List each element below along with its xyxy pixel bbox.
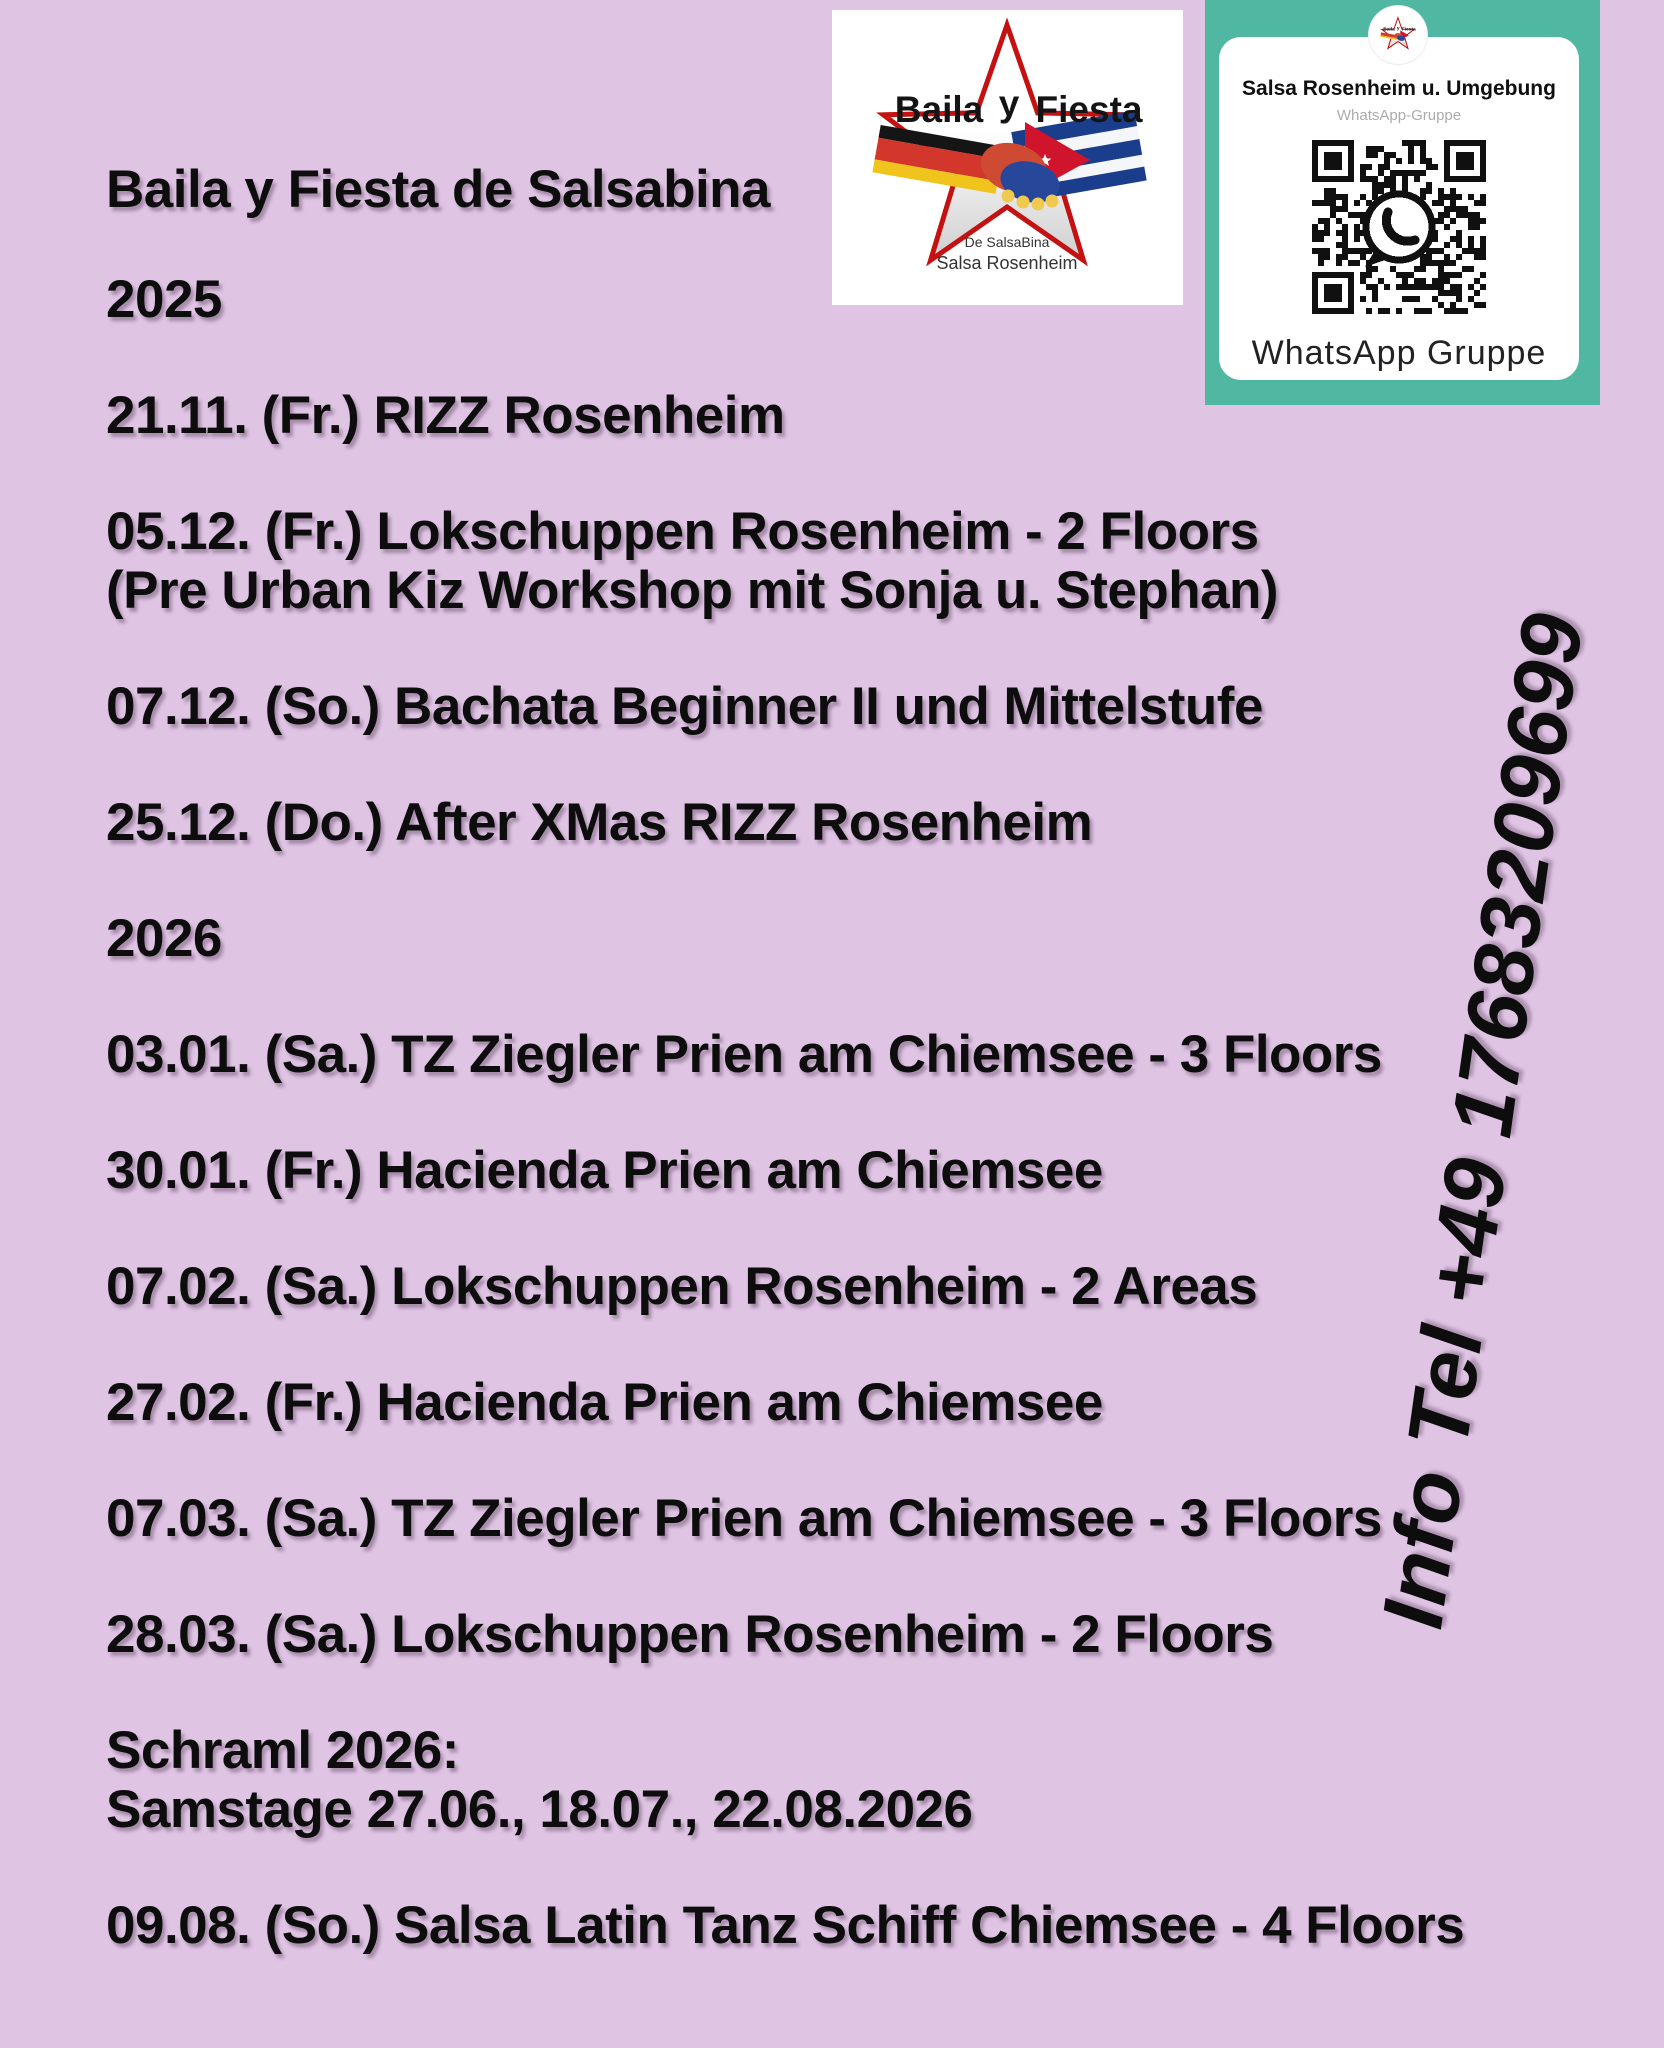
event-line: 07.03. (Sa.) TZ Ziegler Prien am Chiemsee - 3 Floors [106,1489,1382,1548]
whatsapp-qr-code [1312,140,1486,314]
logo-subline-1: De SalsaBina [964,234,1050,250]
event-entry [106,1605,1464,1664]
mini-star-logo-icon [1375,15,1421,55]
event-line: 09.08. (So.) Salsa Latin Tanz Schiff Chiemsee - 4 Floors [106,1896,1465,1955]
whatsapp-group-subtitle: WhatsApp-Gruppe [1336,107,1462,124]
event-entry [106,502,1464,620]
event-line: 03.01. (Sa.) TZ Ziegler Prien am Chiemsee - 3 Floors [106,1025,1382,1084]
event-line: 30.01. (Fr.) Hacienda Prien am Chiemsee [106,1141,1103,1200]
event-line: 27.02. (Fr.) Hacienda Prien am Chiemsee [106,1373,1103,1432]
logo-word-fiesta: Fiesta [1035,89,1143,130]
event-line: 07.02. (Sa.) Lokschuppen Rosenheim - 2 Areas [106,1257,1258,1316]
event-schedule [106,160,1464,2012]
year-heading-2026 [106,909,1464,968]
event-line: 07.12. (So.) Bachata Beginner II und Mittelstufe [106,677,1263,736]
baila-y-fiesta-logo-box [832,10,1183,305]
event-entry [106,677,1464,736]
info-phone-rotated: Info Tel +49 17683209699 [1363,608,1602,1634]
whatsapp-group-caption: WhatsApp Gruppe [1251,334,1547,372]
whatsapp-card-logo-badge [1369,6,1427,64]
whatsapp-group-title: Salsa Rosenheim u. Umgebung [1242,77,1556,100]
mini-logo-word: Baila [1383,27,1395,33]
page-title: Baila y Fiesta de Salsabina [106,160,771,219]
mini-logo-word: y [1396,26,1400,32]
event-line: 28.03. (Sa.) Lokschuppen Rosenheim - 2 Floors [106,1605,1274,1664]
event-entry [106,1025,1464,1084]
logo-word-baila: Baila [894,89,984,130]
event-entry [106,1489,1464,1548]
whatsapp-panel [1205,0,1600,405]
event-line-detail: (Pre Urban Kiz Workshop mit Sonja u. Stephan) [106,561,1279,620]
mini-logo-word: Fiesta [1401,27,1416,33]
year-label: 2026 [106,909,222,968]
event-line-detail: Samstage 27.06., 18.07., 22.08.2026 [106,1780,973,1839]
event-line: 25.12. (Do.) After XMas RIZZ Rosenheim [106,793,1093,852]
logo-subline-2: Salsa Rosenheim [936,253,1078,273]
event-entry [106,1257,1464,1316]
event-entry [106,793,1464,852]
event-line: Schraml 2026: [106,1721,459,1780]
logo-word-y: y [998,83,1020,124]
event-entry [106,1896,1464,1955]
event-entry [106,1141,1464,1200]
event-entry [106,1373,1464,1432]
whatsapp-group-card [1219,37,1579,380]
event-entry-schraml [106,1721,1464,1839]
event-line: 05.12. (Fr.) Lokschuppen Rosenheim - 2 Floors [106,502,1259,561]
year-label: 2025 [106,270,222,329]
baila-y-fiesta-logo [832,10,1183,305]
event-line: 21.11. (Fr.) RIZZ Rosenheim [106,386,785,445]
